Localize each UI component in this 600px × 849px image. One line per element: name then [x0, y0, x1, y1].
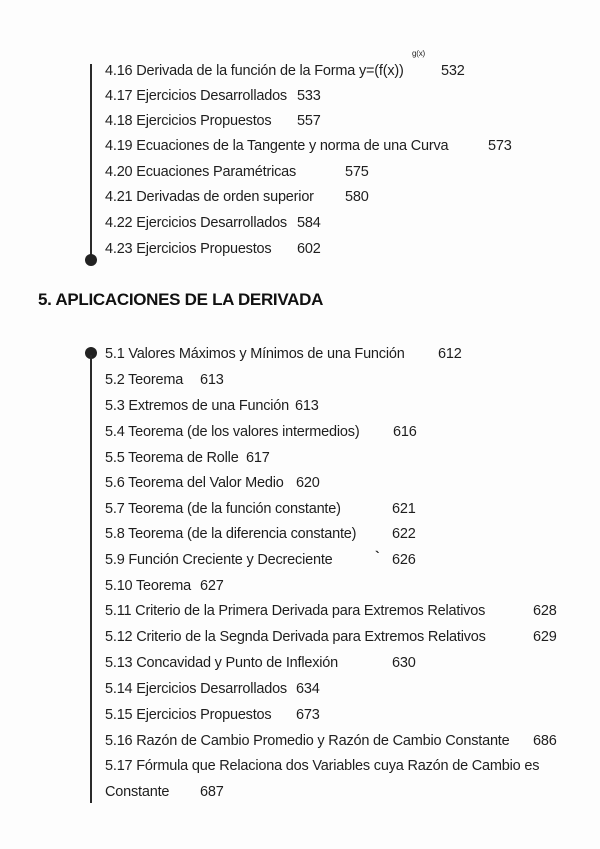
toc-entry-5-8	[105, 525, 416, 543]
toc-entry-5-12	[105, 628, 557, 646]
toc-entry-page: 532	[441, 63, 465, 79]
toc-entry-4-17	[105, 87, 321, 105]
toc-entry-page: 612	[438, 346, 462, 362]
toc-entry-label: 5.15 Ejercicios Propuestos	[105, 707, 272, 723]
toc-entry-5-17-cont	[105, 783, 224, 801]
toc-entry-label: 5.9 Función Creciente y Decreciente	[105, 552, 333, 568]
toc-entry-page: 620	[296, 475, 320, 491]
toc-entry-page: 627	[200, 578, 224, 594]
toc-entry-page: 533	[297, 88, 321, 104]
toc-entry-page: 602	[297, 241, 321, 257]
toc-entry-label: 5.7 Teorema (de la función constante)	[105, 501, 341, 517]
toc-entry-label: 5.13 Concavidad y Punto de Inflexión	[105, 655, 339, 671]
toc-entry-4-21	[105, 188, 369, 206]
toc-entry-page: 686	[533, 733, 557, 749]
toc-entry-4-19	[105, 137, 512, 155]
toc-entry-5-10	[105, 577, 224, 595]
toc-entry-label: 5.2 Teorema	[105, 372, 184, 388]
toc-entry-label: 5.4 Teorema (de los valores intermedios)	[105, 424, 360, 440]
toc-entry-label: 4.20 Ecuaciones Paramétricas	[105, 164, 297, 180]
toc-entry-page: 626	[392, 552, 416, 568]
toc-entry-5-7	[105, 500, 416, 518]
toc-entry-page: 687	[200, 784, 224, 800]
toc-entry-page: 613	[200, 372, 224, 388]
toc-entry-label: 5.10 Teorema	[105, 578, 192, 594]
toc-entry-label: 5.11 Criterio de la Primera Derivada para Extremos Relativos	[105, 603, 486, 619]
section5-rule	[90, 355, 92, 803]
toc-entry-5-17	[105, 757, 539, 775]
toc-entry-label: 5.1 Valores Máximos y Mínimos de una Función	[105, 346, 405, 362]
toc-entry-page: 573	[488, 138, 512, 154]
toc-entry-4-16	[105, 49, 465, 80]
toc-entry-page: 634	[296, 681, 320, 697]
toc-entry-label: Constante	[105, 784, 170, 800]
section4-rule	[90, 64, 92, 260]
toc-entry-label: 5.17 Fórmula que Relaciona dos Variables cuya Razón de Cambio es	[105, 758, 540, 774]
toc-entry-label: 5.5 Teorema de Rolle	[105, 450, 239, 466]
section4-bullet	[85, 254, 97, 266]
toc-entry-label: 4.22 Ejercicios Desarrollados	[105, 215, 287, 231]
toc-entry-page: 617	[246, 450, 270, 466]
toc-entry-5-3	[105, 397, 319, 415]
toc-entry-5-4	[105, 423, 417, 441]
toc-entry-page: 629	[533, 629, 557, 645]
toc-entry-5-2	[105, 371, 224, 389]
toc-entry-4-23	[105, 240, 321, 258]
toc-entry-4-22	[105, 214, 321, 232]
toc-entry-label: 4.23 Ejercicios Propuestos	[105, 241, 272, 257]
toc-entry-label: 4.16 Derivada de la función de la Forma y=(f(x))	[105, 63, 404, 79]
toc-entry-page: 613	[295, 398, 319, 414]
section-heading: 5. APLICACIONES DE LA DERIVADA	[38, 290, 324, 309]
toc-entry-page: 628	[533, 603, 557, 619]
toc-entry-label: 5.6 Teorema del Valor Medio	[105, 475, 284, 491]
toc-entry-5-11	[105, 602, 557, 620]
toc-entry-label: 5.16 Razón de Cambio Promedio y Razón de Cambio Constante	[105, 733, 510, 749]
toc-entry-page: 621	[392, 501, 416, 517]
toc-entry-page: 616	[393, 424, 417, 440]
toc-entry-page: 673	[296, 707, 320, 723]
toc-entry-label: 5.12 Criterio de la Segnda Derivada para Extremos Relativos	[105, 629, 486, 645]
toc-entry-label: 5.3 Extremos de una Función	[105, 398, 290, 414]
toc-entry-label: 4.21 Derivadas de orden superior	[105, 189, 314, 205]
toc-entry-page: 622	[392, 526, 416, 542]
toc-entry-4-18	[105, 112, 321, 130]
toc-entry-label: 4.18 Ejercicios Propuestos	[105, 113, 272, 129]
stray-mark: `	[375, 548, 380, 564]
toc-entry-label: 5.8 Teorema (de la diferencia constante)	[105, 526, 357, 542]
toc-entry-5-6	[105, 474, 320, 492]
toc-entry-5-15	[105, 706, 320, 724]
toc-entry-superscript: g(x)	[412, 49, 425, 58]
toc-entry-4-20	[105, 163, 369, 181]
toc-entry-5-16	[105, 732, 557, 750]
toc-entry-page: 557	[297, 113, 321, 129]
toc-entry-5-13	[105, 654, 416, 672]
toc-entry-page: 630	[392, 655, 416, 671]
toc-entry-page: 584	[297, 215, 321, 231]
toc-entry-5-5	[105, 449, 270, 467]
toc-entry-label: 4.17 Ejercicios Desarrollados	[105, 88, 287, 104]
toc-entry-5-9	[105, 548, 416, 569]
toc-entry-page: 575	[345, 164, 369, 180]
toc-entry-page: 580	[345, 189, 369, 205]
toc-entry-label: 4.19 Ecuaciones de la Tangente y norma de una Curva	[105, 138, 449, 154]
toc-entry-label: 5.14 Ejercicios Desarrollados	[105, 681, 287, 697]
toc-entry-5-1	[105, 345, 462, 363]
toc-entry-5-14	[105, 680, 320, 698]
